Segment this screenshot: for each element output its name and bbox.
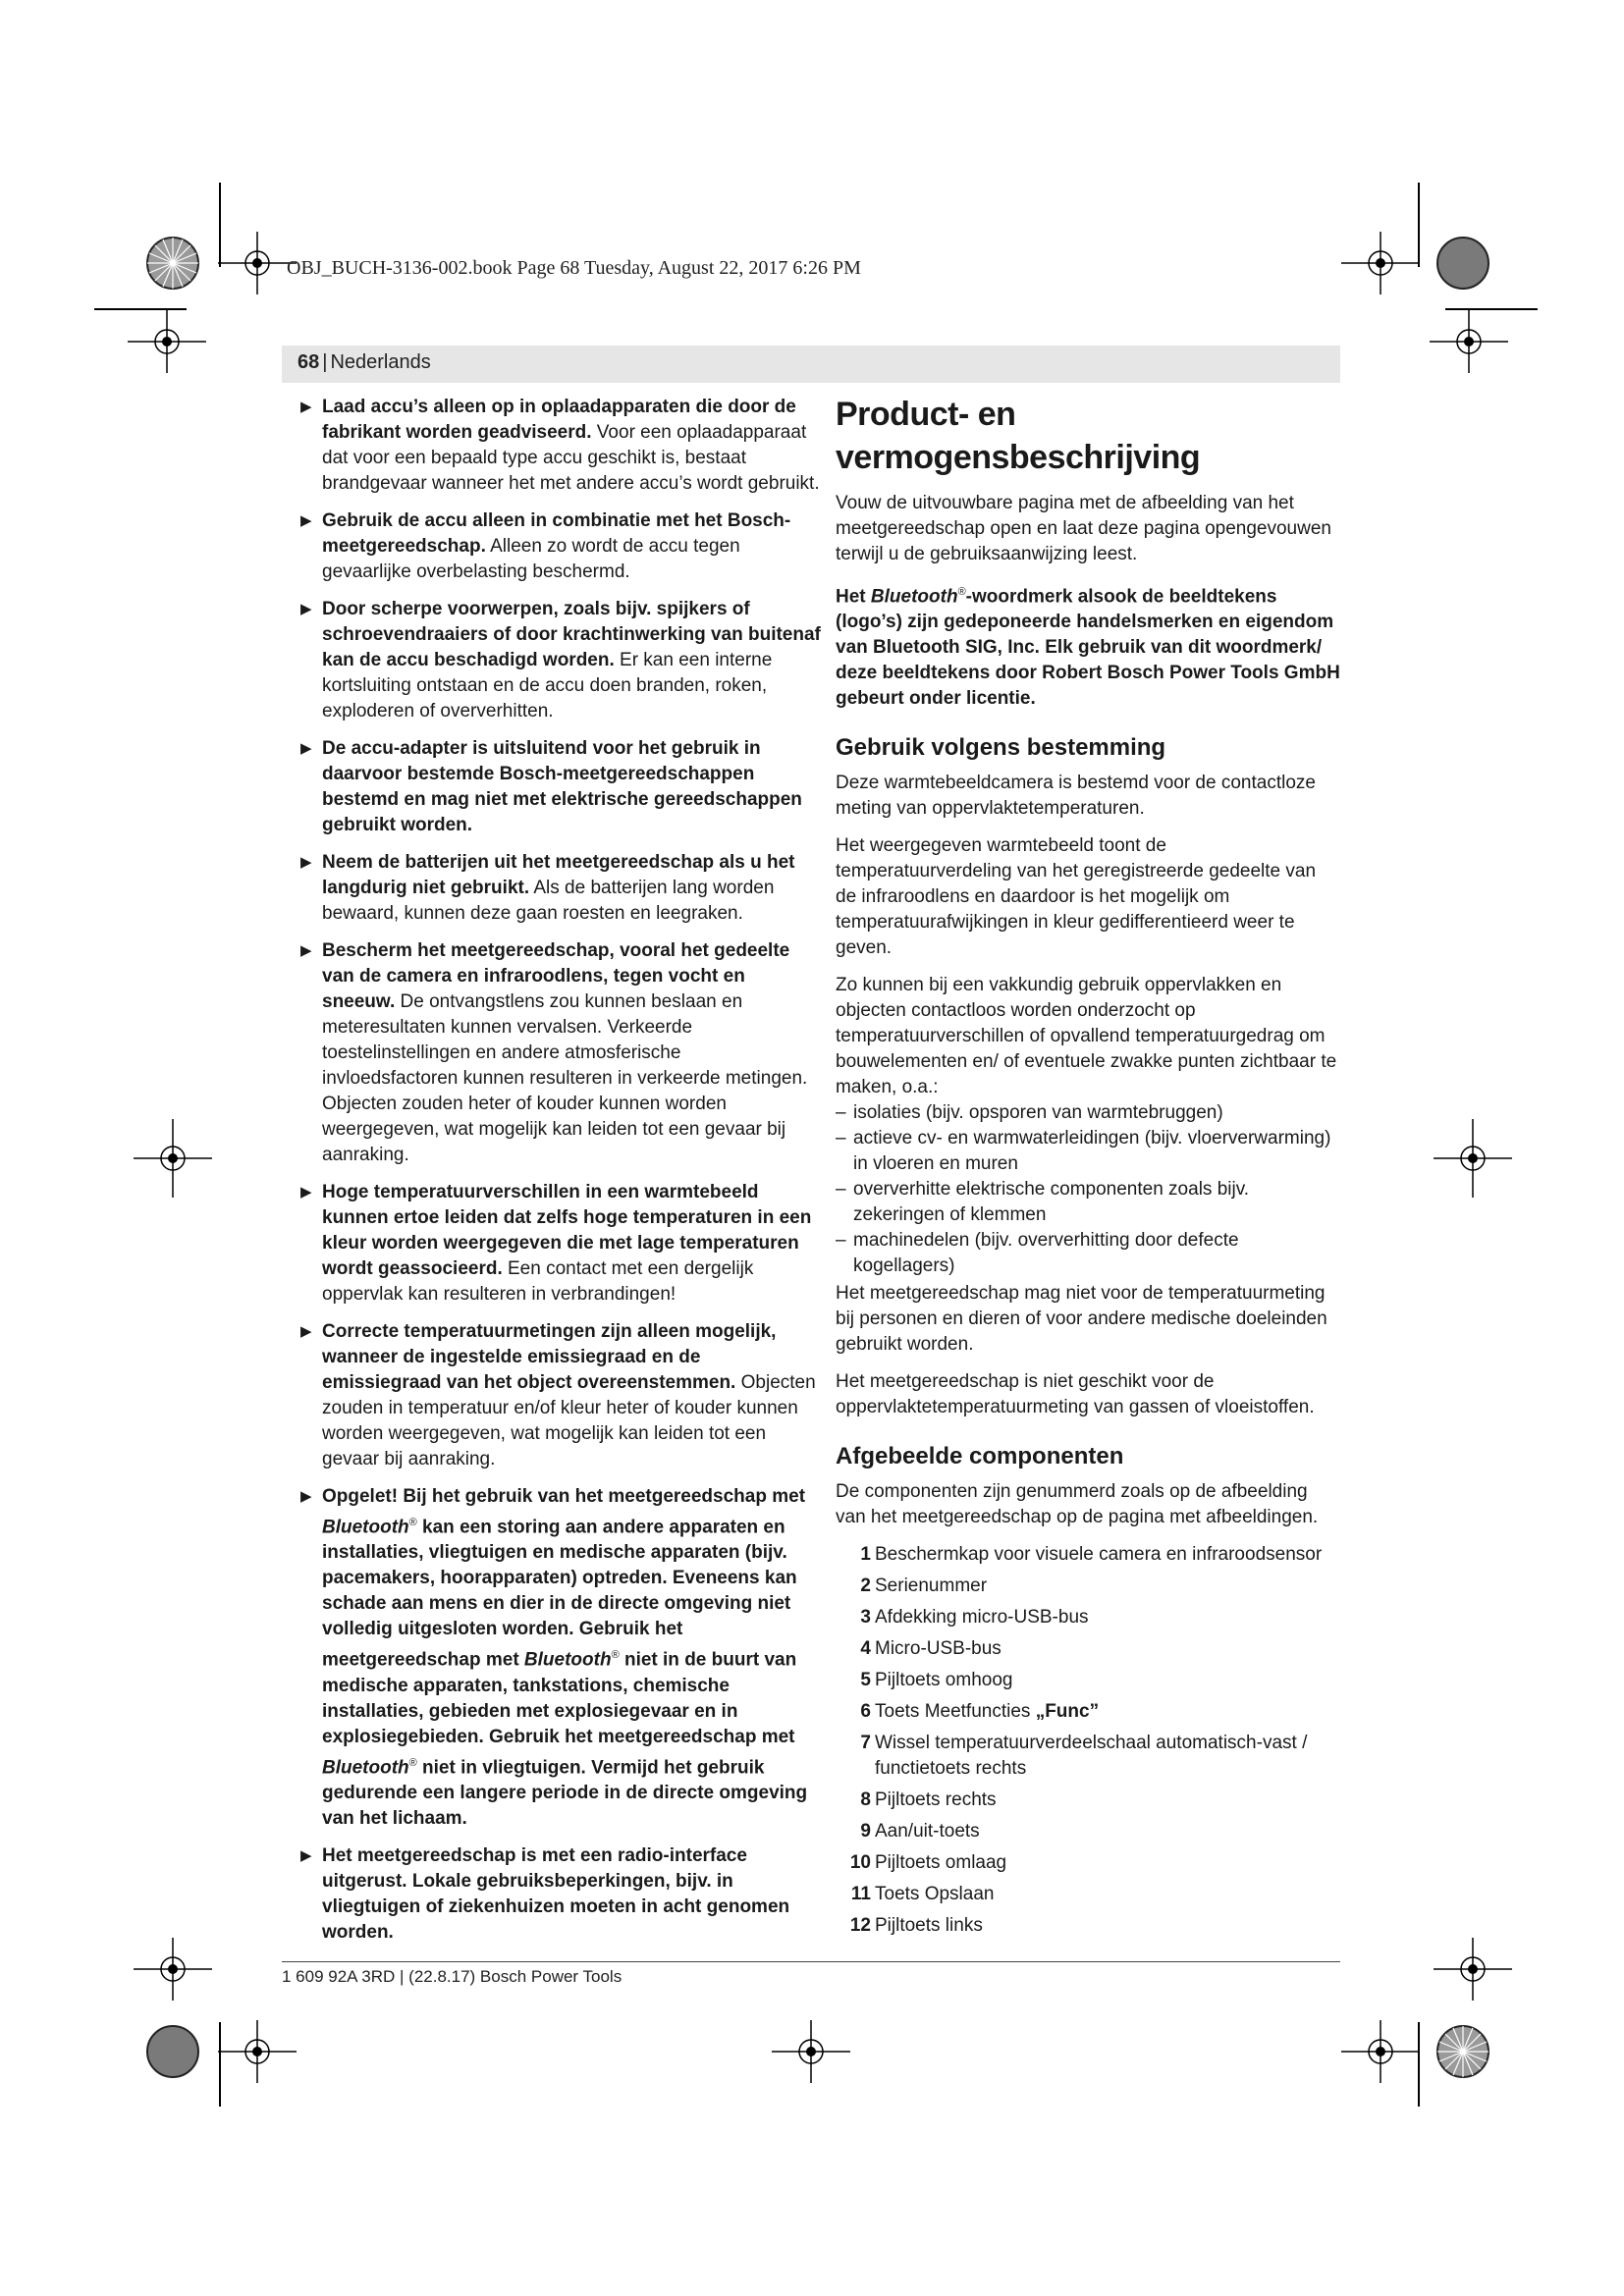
component-list [836, 1542, 1341, 1939]
bluetooth-term: Bluetooth [870, 586, 958, 608]
footer-rule [282, 1961, 1340, 1962]
bullet-lead: Hoge temperatuurverschillen in een warmtebeeld kunnen ertoe leiden dat zelfs hoge temperaturen in een kleur worden weergegeven die met lage temperaturen wordt geassocieerd. [322, 1182, 812, 1279]
list-item [836, 1731, 1341, 1782]
list-item-text: oververhitte elektrische componenten zoals bijv. zekeringen of klemmen [853, 1179, 1250, 1226]
dash-list [836, 1100, 1341, 1279]
component-number: 7 [860, 1733, 871, 1754]
bullet-body: Alleen zo wordt de accu tegen gevaarlijke overbelasting beschermd. [322, 536, 740, 582]
safety-bullet [295, 938, 821, 1168]
bullet-triangle-icon: ▶ [300, 1323, 312, 1340]
component-label: Wissel temperatuurverdeelschaal automatisch-vast / functietoets rechts [875, 1733, 1308, 1780]
component-label: Pijltoets links [875, 1915, 983, 1937]
crosshair-icon [772, 2020, 850, 2083]
component-number: 2 [860, 1575, 871, 1597]
list-item [836, 1699, 1341, 1725]
list-item [836, 1788, 1341, 1813]
crosshair-icon [1430, 310, 1508, 373]
list-item: – actieve cv- en warmwaterleidingen (bijv. vloerverwarming) in vloeren en muren [836, 1126, 1341, 1177]
component-number: 3 [860, 1607, 871, 1629]
trademark-notice [836, 579, 1341, 712]
safety-bullet [295, 1180, 821, 1308]
list-item [836, 1668, 1341, 1693]
separator: | [322, 351, 328, 373]
list-item: – oververhitte elektrische componenten zoals bijv. zekeringen of klemmen [836, 1177, 1341, 1228]
bullet-triangle-icon: ▶ [300, 740, 312, 757]
paragraph: Het weergegeven warmtebeeld toont de temperatuurverdeling van het geregistreerde gedeelte van de infraroodlens en daardoor is het mogelijk om temperatuurafwijkingen in kleur gedifferentieerd weer te geven. [836, 835, 1317, 959]
registered-mark: ® [611, 1649, 620, 1662]
list-item [836, 1882, 1341, 1907]
paragraph: Zo kunnen bij een vakkundig gebruik oppervlakken en objecten contactloos worden onderzocht op temperatuurverschillen of opvallend temperatuurgedrag om bouwelementen en/ of eventuele zwakke punten zichtbaar te maken, o.a.: [836, 975, 1337, 1098]
bullet-body: Als de batterijen lang worden bewaard, kunnen deze gaan roesten en leegraken. [322, 878, 775, 924]
component-number: 10 [849, 1852, 871, 1874]
bt-warning-part: niet in de buurt van medische apparaten, tankstations, chemische installaties, gebieden met explosiegevaar en in explosiegebieden. Gebruik het meetgereedschap met [322, 1649, 797, 1747]
component-number: 12 [849, 1915, 871, 1937]
component-label: Toets Opslaan [875, 1884, 995, 1905]
bullet-triangle-icon: ▶ [300, 942, 312, 959]
left-column [295, 395, 821, 1957]
component-label: Pijltoets omlaag [875, 1852, 1007, 1874]
crosshair-icon [128, 310, 206, 373]
component-label: Toets Meetfuncties [875, 1701, 1036, 1723]
bt-warning-part: niet in vliegtuigen. Vermijd het gebruik gedurende een langere periode in de directe omgeving van het lichaam. [322, 1756, 808, 1829]
bullet-lead: Gebruik de accu alleen in combinatie met het Bosch-meetgereedschap. [322, 510, 791, 557]
list-item-text: machinedelen (bijv. oververhitting door defecte kogellagers) [853, 1230, 1239, 1277]
list-item [836, 1819, 1341, 1844]
grey-target-icon [1435, 236, 1490, 291]
safety-bullet [295, 395, 821, 497]
crosshair-icon [1434, 1938, 1512, 2001]
bullet-lead: Bescherm het meetgereedschap, vooral het gedeelte van de camera en infraroodlens, tegen vocht en sneeuw. [322, 940, 790, 1012]
crosshair-icon [218, 2020, 297, 2083]
list-item [836, 1636, 1341, 1662]
paragraph: Deze warmtebeeldcamera is bestemd voor de contactloze meting van oppervlaktetemperaturen. [836, 773, 1316, 820]
registered-mark: ® [408, 1517, 417, 1528]
bullet-triangle-icon: ▶ [300, 854, 312, 871]
bullet-lead: Laad accu’s alleen op in oplaadapparaten die door de fabrikant worden geadviseerd. [322, 397, 796, 443]
color-target-icon [1435, 2024, 1490, 2079]
page-header-bar [282, 346, 1340, 383]
page-number: 68 [298, 351, 320, 373]
crosshair-icon [134, 1119, 212, 1198]
bullet-triangle-icon: ▶ [300, 399, 312, 415]
crosshair-icon [1341, 2020, 1420, 2083]
bullet-lead: Correcte temperatuurmetingen zijn alleen mogelijk, wanneer de ingestelde emissiegraad en de emissiegraad van het object overeenstemmen. [322, 1321, 777, 1393]
bullet-triangle-icon: ▶ [300, 1184, 312, 1201]
bullet-triangle-icon: ▶ [300, 512, 312, 529]
bt-warning-part: kan een storing aan andere apparaten en installaties, vliegtuigen en medische apparaten (bijv. pacemakers, hoorapparaten) optreden. Eveneens kan schade aan mens en dier in de directe omgeving niet volledig uitgesloten worden. Gebruik het meetgereedschap met [322, 1517, 797, 1671]
component-label: Serienummer [875, 1575, 988, 1597]
safety-bullet [295, 850, 821, 927]
print-header: OBJ_BUCH-3136-002.book Page 68 Tuesday, August 22, 2017 6:26 PM [287, 257, 861, 279]
bullet-triangle-icon: ▶ [300, 1488, 312, 1505]
section-language: Nederlands [330, 351, 431, 373]
list-item-text: isolaties (bijv. opsporen van warmtebruggen) [853, 1102, 1223, 1124]
crosshair-icon [134, 1938, 212, 2001]
radio-interface-bullet [295, 1843, 821, 1946]
trademark-text: -woordmerk alsook de beeldtekens (logo’s) zijn gedeponeerde handelsmerken en eigendom van Bluetooth SIG, Inc. Elk gebruik van dit woordmerk/ deze beeldtekens door Robert Bosch Power Tools GmbH gebeurt onder licentie. [836, 586, 1340, 710]
safety-bullet [295, 736, 821, 838]
bullet-lead: Neem de batterijen uit het meetgereedschap als u het langdurig niet gebruikt. [322, 852, 795, 898]
color-target-icon [145, 2024, 200, 2079]
crosshair-icon [218, 232, 297, 294]
bluetooth-term: Bluetooth [523, 1649, 612, 1671]
registered-mark: ® [408, 1756, 417, 1769]
component-number: 1 [860, 1544, 871, 1566]
list-item: – isolaties (bijv. opsporen van warmtebruggen) [836, 1100, 1341, 1126]
page-header [298, 351, 431, 374]
list-item [836, 1542, 1341, 1568]
component-number: 4 [860, 1638, 871, 1660]
trim-line [1445, 308, 1538, 310]
trim-line [219, 2022, 221, 2107]
list-item [836, 1850, 1341, 1876]
paragraph: Het meetgereedschap is niet geschikt voor de oppervlaktetemperatuurmeting van gassen of vloeistoffen. [836, 1371, 1315, 1418]
bullet-body: Er kan een interne kortsluiting ontstaan en de accu doen branden, roken, exploderen of oververhitten. [322, 650, 773, 721]
bullet-triangle-icon: ▶ [300, 601, 312, 617]
list-item [836, 1605, 1341, 1630]
list-item [836, 1913, 1341, 1939]
bullet-body: Voor een oplaadapparaat dat voor een bepaald type accu geschikt is, bestaat brandgevaar wanneer het met andere accu’s wordt gebruikt. [322, 422, 820, 494]
safety-bullet [295, 597, 821, 724]
color-target-icon [145, 236, 200, 291]
component-label: Afdekking micro-USB-bus [875, 1607, 1089, 1629]
component-label: Pijltoets rechts [875, 1789, 997, 1811]
list-item: – machinedelen (bijv. oververhitting door defecte kogellagers) [836, 1228, 1341, 1279]
component-number: 6 [860, 1701, 871, 1723]
list-item [836, 1574, 1341, 1599]
paragraph: De componenten zijn genummerd zoals op de afbeelding van het meetgereedschap op de pagina met afbeeldingen. [836, 1481, 1319, 1528]
trim-line [94, 308, 187, 310]
page-footer: 1 609 92A 3RD | (22.8.17) Bosch Power Tools [282, 1967, 623, 1986]
paragraph: Het meetgereedschap mag niet voor de temperatuurmeting bij personen en dieren of voor andere medische doeleinden gebruikt worden. [836, 1283, 1327, 1356]
intro-paragraph: Vouw de uitvouwbare pagina met de afbeelding van het meetgereedschap open en laat deze pagina opengevouwen terwijl u de gebruiksaanwijzing leest. [836, 493, 1331, 564]
component-number: 5 [860, 1670, 871, 1691]
bullet-body: Een contact met een dergelijk oppervlak kan resulteren in verbrandingen! [322, 1258, 754, 1305]
subsection-heading: Gebruik volgens bestemming [836, 734, 1166, 762]
component-number: 8 [860, 1789, 871, 1811]
crosshair-icon [1434, 1119, 1512, 1198]
bullet-lead: Het meetgereedschap is met een radio-interface uitgerust. Lokale gebruiksbeperkingen, bijv. in vliegtuigen of ziekenhuizen moeten in acht genomen worden. [322, 1844, 790, 1943]
crosshair-icon [1341, 232, 1420, 294]
bullet-lead: De accu-adapter is uitsluitend voor het gebruik in daarvoor bestemde Bosch-meetgereedschappen bestemd en mag niet met elektrische gereedschappen gebruikt worden. [322, 738, 802, 835]
section-title: Product- en vermogensbeschrijving [836, 396, 1201, 476]
trim-line [1418, 183, 1420, 267]
component-label: Beschermkap voor visuele camera en infraroodsensor [875, 1544, 1323, 1566]
safety-bullet [295, 508, 821, 585]
func-key-label: „Func” [1035, 1701, 1100, 1723]
list-item-text: actieve cv- en warmwaterleidingen (bijv. vloerverwarming) in vloeren en muren [853, 1128, 1331, 1175]
component-number: 9 [860, 1821, 871, 1842]
component-number: 11 [850, 1884, 871, 1905]
bullet-triangle-icon: ▶ [300, 1846, 312, 1864]
bullet-body: De ontvangstlens zou kunnen beslaan en meteresultaten kunnen vervalsen. Verkeerde toestelinstellingen en andere atmosferische invloedsfactoren kunnen resulteren in verkeerde metingen. Objecten zouden heter of kouder kunnen worden weergegeven, wat mogelijk kan leiden tot een gevaar bij aanraking. [322, 991, 808, 1165]
bullet-body: Objecten zouden in temperatuur en/of kleur heter of kouder kunnen worden weergegeven, wat mogelijk kan leiden tot een gevaar bij aanraking. [322, 1372, 816, 1469]
bluetooth-term: Bluetooth [322, 1756, 409, 1778]
registered-mark: ® [957, 586, 966, 598]
bt-warning-part: Opgelet! Bij het gebruik van het meetgereedschap met [322, 1486, 806, 1507]
component-label: Aan/uit-toets [875, 1821, 980, 1842]
bluetooth-warning-bullet [295, 1484, 821, 1832]
safety-bullet [295, 1319, 821, 1472]
trademark-text: Het [836, 586, 871, 608]
bluetooth-term: Bluetooth [322, 1517, 409, 1538]
right-column [836, 393, 1341, 1945]
trim-line [1418, 2022, 1420, 2107]
trim-line [219, 183, 221, 267]
component-label: Pijltoets omhoog [875, 1670, 1013, 1691]
subsection-heading: Afgebeelde componenten [836, 1443, 1124, 1470]
bullet-lead: Door scherpe voorwerpen, zoals bijv. spijkers of schroevendraaiers of door krachtinwerking van buitenaf kan de accu beschadigd worden. [322, 599, 821, 670]
component-label: Micro-USB-bus [875, 1638, 1001, 1660]
